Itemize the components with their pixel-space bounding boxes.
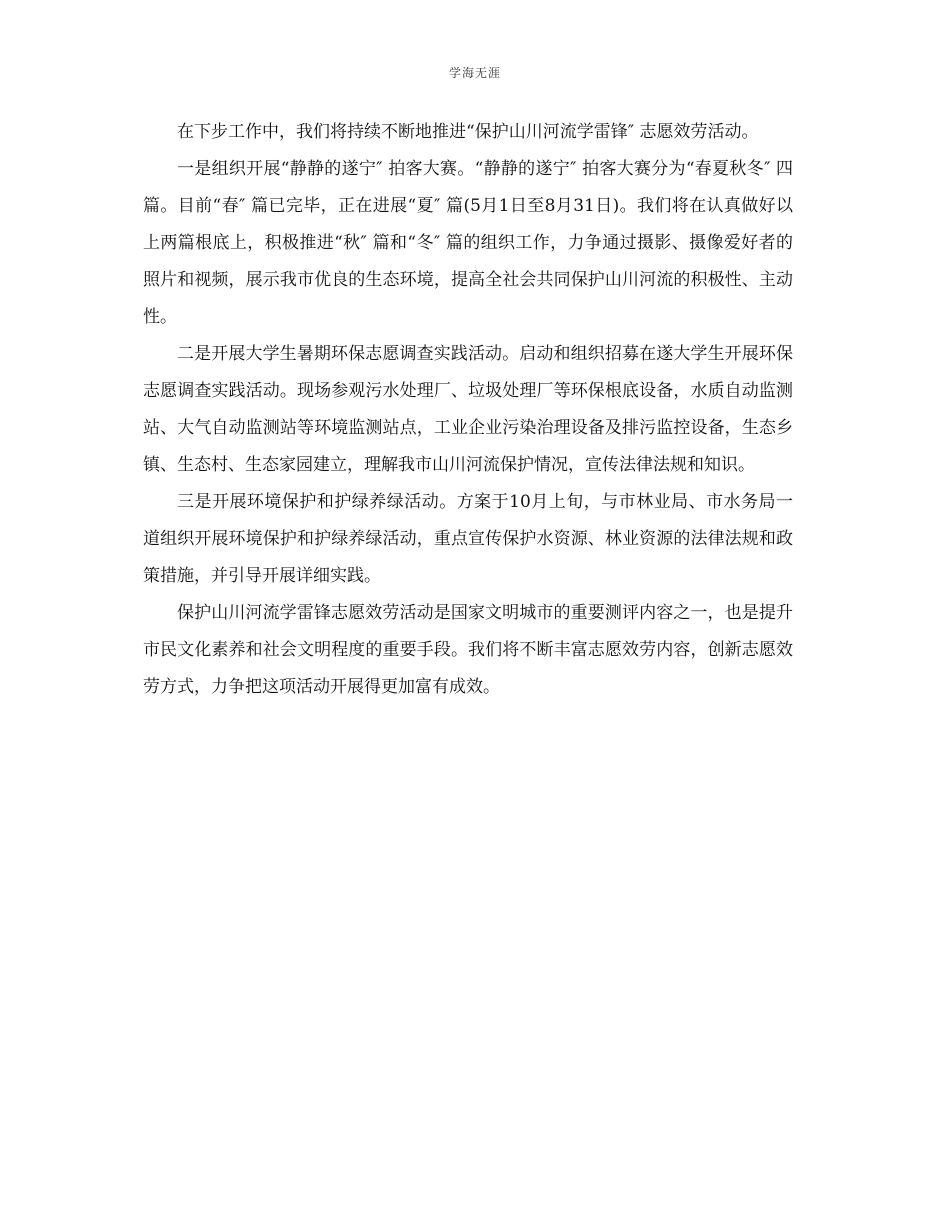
paragraph-intro: 在下步工作中，我们将持续不断地推进“保护山川河流学雷锋″ 志愿效劳活动。 bbox=[177, 122, 759, 142]
paragraph-greening-activity: 三是开展环境保护和护绿养绿活动。方案于10月上旬，与市林业局、市水务局一道组织开展环境保护和护绿养绿活动，重点宣传保护水资源、林业资源的法律法规和政策措施，并引导开展详细实践。 bbox=[143, 492, 793, 586]
page-header: 学海无涯 bbox=[448, 66, 501, 80]
paragraph-student-survey: 二是开展大学生暑期环保志愿调查实践活动。启动和组织招募在遂大学生开展环保志愿调查实践活动。现场参观污水处理厂、垃圾处理厂等环保根底设备，水质自动监测站、大气自动监测站等环境监测站点，工业企业污染治理设备及排污监控设备，生态乡镇、生态村、生态家园建立，理解我市山川河流保护情况，宣传法律法规和知识。 bbox=[143, 344, 793, 475]
document-body bbox=[143, 114, 793, 706]
paragraph-photo-contest: 一是组织开展“静静的遂宁″ 拍客大赛。“静静的遂宁″ 拍客大赛分为“春夏秋冬″ 四篇。目前“春″ 篇已完毕，正在进展“夏″ 篇(5月1日至8月31日)。我们将在认真做好以上两篇根底上，积极推进“秋″ 篇和“冬″ 篇的组织工作，力争通过摄影、摄像爱好者的照片和视频，展示我市优良的生态环境，提高全社会共同保护山川河流的积极性、主动性。 bbox=[143, 159, 793, 327]
paragraph-conclusion: 保护山川河流学雷锋志愿效劳活动是国家文明城市的重要测评内容之一，也是提升市民文化素养和社会文明程度的重要手段。我们将不断丰富志愿效劳内容，创新志愿效劳方式，力争把这项活动开展得更加富有成效。 bbox=[143, 603, 793, 697]
